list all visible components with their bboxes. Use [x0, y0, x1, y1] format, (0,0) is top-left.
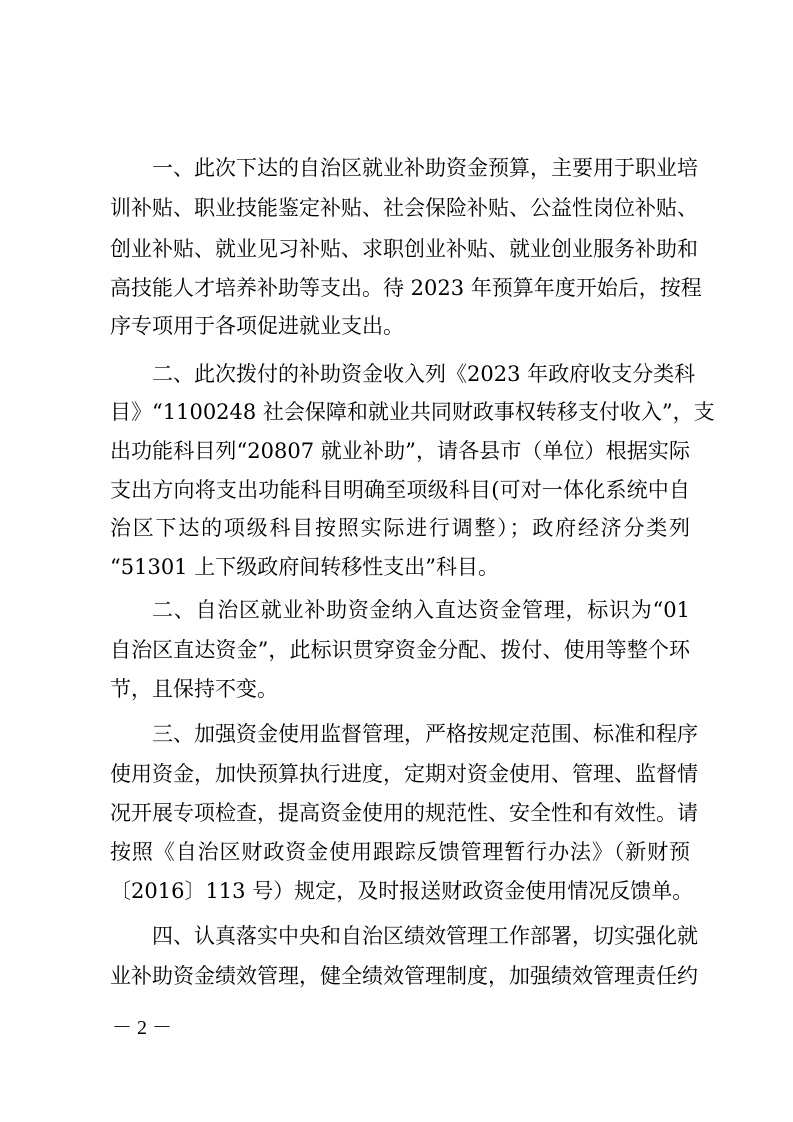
paragraph-4-line-5: 〔2016〕113 号）规定，及时报送财政资金使用情况反馈单。 — [110, 879, 694, 903]
paragraph-2-line-1: 二、此次拨付的补助资金收入列《2023 年政府收支分类科 — [152, 362, 696, 386]
paragraph-2-line-2: 目》“1100248 社会保障和就业共同财政事权转移支付收入”，支 — [110, 400, 715, 424]
paragraph-4-line-2: 使用资金，加快预算执行进度，定期对资金使用、管理、监督情 — [110, 762, 698, 786]
paragraph-1-line-1: 一、此次下达的自治区就业补助资金预算，主要用于职业培 — [152, 156, 698, 180]
paragraph-1-line-4: 高技能人才培养补助等支出。待 2023 年预算年度开始后，按程 — [110, 276, 702, 300]
paragraph-1-line-5: 序专项用于各项促进就业支出。 — [110, 314, 404, 338]
paragraph-3-line-3: 节，且保持不变。 — [110, 677, 278, 701]
paragraph-4-line-3: 况开展专项检查，提高资金使用的规范性、安全性和有效性。请 — [110, 801, 698, 825]
paragraph-1-line-3: 创业补贴、就业见习补贴、求职创业补贴、就业创业服务补助和 — [110, 237, 698, 261]
paragraph-4-line-4: 按照《自治区财政资金使用跟踪反馈管理暂行办法》（新财预 — [110, 840, 690, 864]
paragraph-2-line-6: “51301 上下级政府间转移性支出”科目。 — [110, 555, 499, 579]
paragraph-5-line-2: 业补助资金绩效管理，健全绩效管理制度，加强绩效管理责任约 — [110, 964, 698, 988]
paragraph-5-line-1: 四、认真落实中央和自治区绩效管理工作部署，切实强化就 — [152, 924, 698, 948]
paragraph-3-line-1: 二、自治区就业补助资金纳入直达资金管理，标识为“01 — [152, 598, 690, 622]
paragraph-1-line-2: 训补贴、职业技能鉴定补贴、社会保险补贴、公益性岗位补贴、 — [110, 196, 698, 220]
paragraph-4-line-1: 三、加强资金使用监督管理，严格按规定范围、标准和程序 — [152, 722, 698, 746]
paragraph-2-line-5: 治区下达的项级科目按照实际进行调整）；政府经济分类列 — [110, 516, 690, 540]
page-number: － 2 － — [112, 1017, 172, 1039]
paragraph-3-line-2: 自治区直达资金”，此标识贯穿资金分配、拨付、使用等整个环 — [110, 638, 690, 662]
paragraph-2-line-3: 出功能科目列“20807 就业补助”，请各县市（单位）根据实际 — [110, 439, 690, 463]
paragraph-2-line-4: 支出方向将支出功能科目明确至项级科目(可对一体化系统中自 — [110, 478, 690, 502]
